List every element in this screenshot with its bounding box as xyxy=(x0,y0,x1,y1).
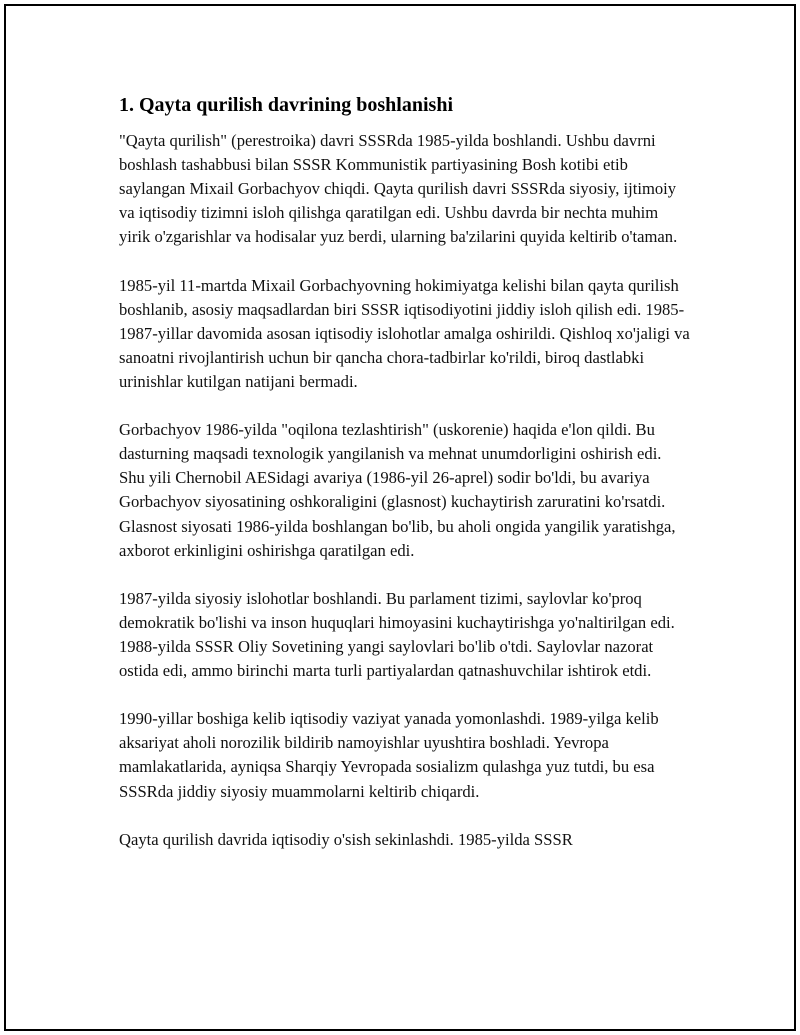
paragraph-economic-growth: Qayta qurilish davrida iqtisodiy o'sish sekinlashdi. 1985-yilda SSSR xyxy=(119,829,573,849)
paragraph-intro: "Qayta qurilish" (perestroika) davri SSSRda 1985-yilda boshlandi. Ushbu davrni boshlash tashabbusi bilan SSSR Kommunistik partiyasining Bosh kotibi etib saylangan Mixail Gorbachyov chiqdi. Qayta qurilish davri SSSRda siyosiy, ijtimoiy va iqtisodiy tizimni isloh qilishga qaratilgan edi. Ushbu davrda bir nechta muhim yirik o'zgarishlar va hodisalar yuz berdi, ularning ba'zilarini quyida keltirib o'taman. xyxy=(119,131,678,247)
paragraph-uskorenie-glasnost: Gorbachyov 1986-yilda "oqilona tezlashtirish" (uskorenie) haqida e'lon qildi. Bu dasturning maqsadi texnologik yangilanish va mehnat unumdorligini oshirish edi. Shu yili Chernobil AESidagi avariya (1986-yil 26-aprel) sodir bo'ldi, bu avariya Gorbachyov siyosatining oshkoraligini (glasnost) kuchaytirish zaruratini ko'rsatdi. Glasnost siyosati 1986-yilda boshlangan bo'lib, bu aholi ongida yangilik yaratishga, axborot erkinligini oshirishga qaratilgan edi. xyxy=(119,420,676,560)
paragraph-political-reforms: 1987-yilda siyosiy islohotlar boshlandi. Bu parlament tizimi, saylovlar ko'proq demokratik bo'lishi va inson huquqlari himoyasini kuchaytirishga yo'naltirilgan edi. 1988-yilda SSSR Oliy Sovetining yangi saylovlari bo'lib o'tdi. Saylovlar nazorat ostida edi, ammo birinchi marta turli partiyalardan qatnashuvchilar ishtirok etdi. xyxy=(119,588,675,681)
document-body xyxy=(119,92,691,852)
section-heading: 1. Qayta qurilish davrining boshlanishi xyxy=(119,94,454,116)
paragraph-1985-start: 1985-yil 11-martda Mixail Gorbachyovning hokimiyatga kelishi bilan qayta qurilish boshlanib, asosiy maqsadlardan biri SSSR iqtisodiyotini jiddiy isloh qilish edi. 1985-1987-yillar davomida asosan iqtisodiy islohotlar amalga oshirildi. Qishloq xo'jaligi va sanoatni rivojlantirish uchun bir qancha chora-tadbirlar ko'rildi, biroq dastlabki urinishlar kutilgan natijani bermadi. xyxy=(119,275,690,391)
paragraph-economic-decline: 1990-yillar boshiga kelib iqtisodiy vaziyat yanada yomonlashdi. 1989-yilga kelib aksariyat aholi norozilik bildirib namoyishlar uyushtira boshladi. Yevropa mamlakatlarida, ayniqsa Sharqiy Yevropada sosializm qulashga yuz tutdi, bu esa SSSRda jiddiy siyosiy muammolarni keltirib chiqardi. xyxy=(119,709,659,801)
